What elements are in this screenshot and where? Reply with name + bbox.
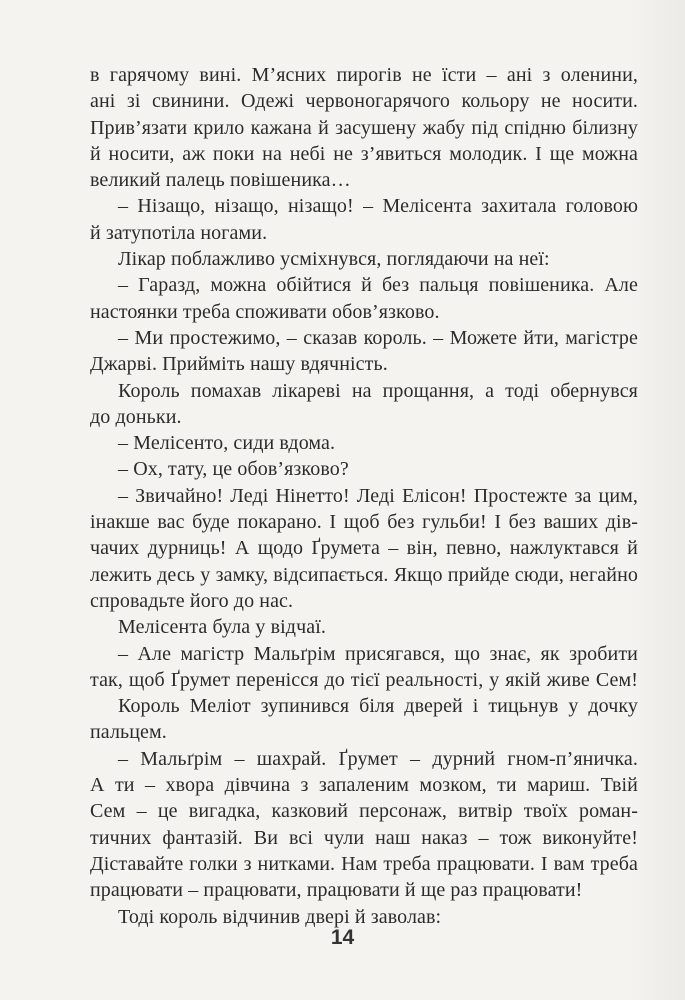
text-line: чачих дурниць! А щодо Ґрумета – він, певно, нажлуктався й (90, 537, 638, 560)
text-line: – Звичайно! Леді Нінетто! Леді Елісон! Простежте за цим, (118, 484, 638, 507)
text-line: тичних фантазій. Ви всі чули наш наказ – тож виконуйте! (90, 826, 638, 849)
text-line: Діставайте голки з нитками. Нам треба працювати. І вам треба (90, 852, 638, 875)
page-number: 14 (330, 926, 355, 949)
text-line: й затупотіла ногами. (90, 221, 268, 244)
text-line: – Мелісенто, сиди вдома. (118, 432, 336, 455)
text-line: пальцем. (90, 721, 167, 744)
text-line: ані зі свинини. Одежі червоногарячого кольору не носити. (90, 90, 638, 113)
text-line: А ти – хвора дівчина з запаленим мозком, ти мариш. Твій (90, 774, 638, 797)
text-line: – Нізащо, нізащо, нізащо! – Мелісента захитала головою (118, 195, 638, 218)
text-line: Король помахав лікареві на прощання, а тоді обернувся (118, 379, 638, 402)
text-line: Джарві. Прийміть нашу вдячність. (90, 353, 388, 376)
text-line: Лікар поблажливо усміхнувся, поглядаючи на неї: (118, 248, 550, 271)
text-line: Прив’язати крило кажана й засушену жабу під спідню білизну (90, 116, 638, 139)
text-line: – Ох, тату, це обов’язково? (118, 458, 349, 481)
text-line: настоянки треба споживати обов’язково. (90, 300, 440, 323)
text-line: спровадьте його до нас. (90, 589, 294, 612)
text-line: Сем – це вигадка, казковий персонаж, витвір твоїх роман- (90, 800, 638, 823)
text-line: й носити, аж поки на небі не з’явиться молодик. І ще можна (90, 142, 638, 165)
text-line: Тоді король відчинив двері й заволав: (118, 905, 442, 928)
text-line: Король Меліот зупинився біля дверей і тицьнув у дочку (118, 695, 638, 718)
text-line: так, щоб Ґрумет перенісся до тієї реальності, у якій живе Сем! (90, 668, 638, 691)
text-line: інакше вас буде покарано. І щоб без гульби! І без ваших дів- (90, 511, 638, 534)
text-line: – Але магістр Мальґрім присягався, що знає, як зробити (118, 642, 638, 665)
text-line: в гарячому вині. М’ясних пирогів не їсти – ані з оленини, (90, 64, 638, 86)
text-line: – Гаразд, можна обійтися й без пальця повішеника. Але (118, 274, 638, 297)
text-line: великий палець повішеника… (90, 169, 351, 192)
text-line: працювати – працювати, працювати й ще раз працювати! (90, 879, 583, 902)
text-line: – Ми простежимо, – сказав король. – Можете йти, магістре (118, 326, 638, 349)
text-line: Мелісента була у відчаї. (118, 616, 326, 639)
text-line: до доньки. (90, 405, 182, 428)
text-line: – Мальґрім – шахрай. Ґрумет – дурний гном-п’яничка. (118, 747, 638, 770)
body-text (90, 62, 638, 930)
text-line: лежить десь у замку, відсипається. Якщо прийде сюди, негайно (90, 563, 638, 586)
